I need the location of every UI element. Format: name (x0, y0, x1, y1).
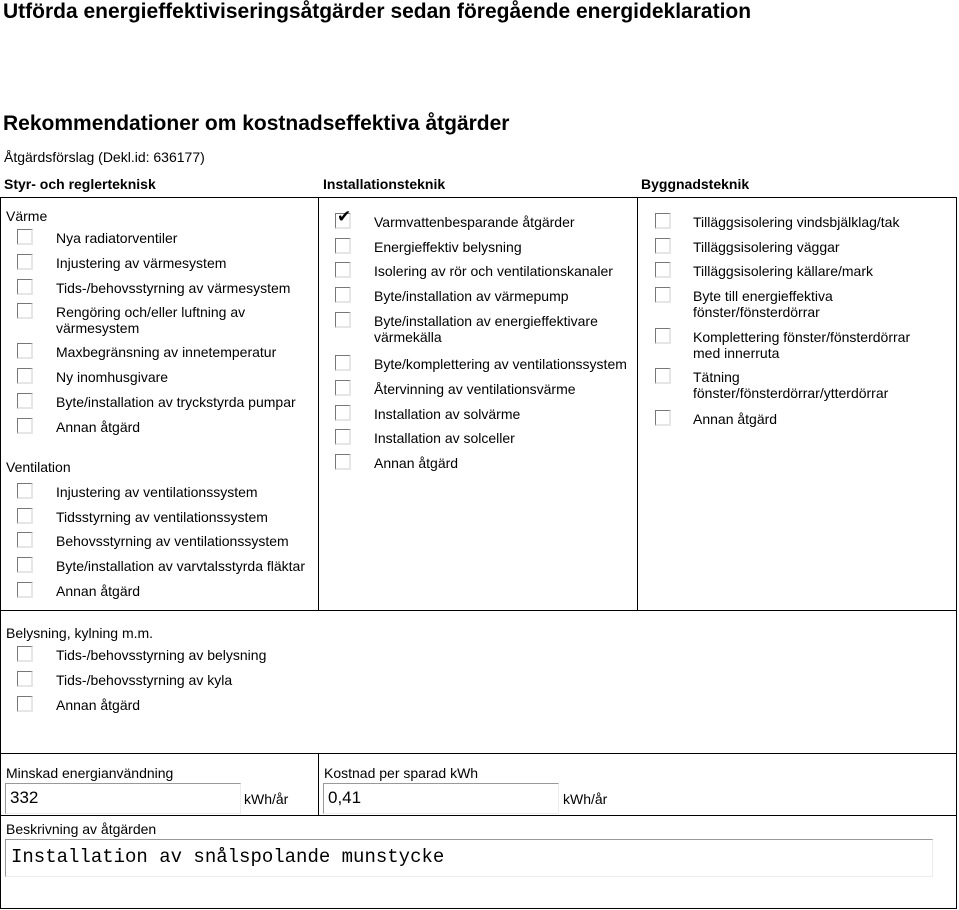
proposal-id: Åtgärdsförslag (Dekl.id: 636177) (4, 149, 205, 165)
checkbox-label: Tids-/behovsstyrning av belysning (56, 647, 267, 663)
column-header-installation: Installationsteknik (323, 176, 446, 192)
checkbox[interactable] (17, 418, 33, 434)
checkbox[interactable] (655, 410, 671, 426)
description-value: Installation av snålspolande munstycke (11, 846, 445, 868)
checkbox[interactable] (335, 429, 351, 445)
checkbox-label: Byte/installation av värmepump (374, 288, 569, 304)
checkbox[interactable] (17, 343, 33, 359)
column-header-control: Styr- och reglerteknisk (4, 176, 156, 192)
checkbox-label: Tätning fönster/fönsterdörrar/ytterdörrar (693, 369, 889, 401)
checkbox-label: Tids-/behovsstyrning av kyla (56, 672, 233, 688)
energy-reduction-value: 332 (10, 788, 39, 807)
checkbox-label: Rengöring och/eller luftning av värmesystem (56, 304, 246, 336)
checkbox[interactable] (335, 312, 351, 328)
checkbox-label: Injustering av ventilationssystem (56, 484, 258, 500)
checkbox[interactable] (17, 254, 33, 270)
description-field[interactable] (5, 839, 933, 877)
group-title-lighting: Belysning, kylning m.m. (6, 625, 154, 641)
checkbox-label: Byte till energieffektiva fönster/fönsterdörrar (693, 288, 833, 320)
checkbox-label: Tids-/behovsstyrning av värmesystem (56, 280, 291, 296)
checkbox[interactable] (17, 303, 33, 319)
checkbox-label: Annan åtgärd (56, 419, 141, 435)
checkbox-label: Installation av solceller (374, 430, 515, 446)
checkbox-label: Komplettering fönster/fönsterdörrar med innerruta (693, 329, 911, 361)
cost-per-kwh-unit: kWh/år (563, 791, 608, 807)
checkbox[interactable] (17, 557, 33, 573)
energy-reduction-field[interactable] (5, 783, 241, 814)
checkbox[interactable] (335, 207, 352, 229)
description-label: Beskrivning av åtgärden (6, 821, 157, 837)
document-title: Utförda energieffektiviseringsåtgärder sedan föregående energideklaration (3, 0, 752, 23)
checkbox-label: Behovsstyrning av ventilationssystem (56, 533, 289, 549)
checkbox[interactable] (335, 380, 351, 396)
group-title-heating: Värme (6, 208, 48, 224)
cost-per-kwh-value: 0,41 (328, 788, 362, 807)
measures-grid (0, 197, 957, 611)
column-divider (318, 198, 319, 610)
checkbox[interactable] (335, 405, 351, 421)
divider (1, 753, 956, 754)
checkbox-label: Tidsstyrning av ventilationssystem (56, 509, 268, 525)
checkbox-label: Byte/installation av varvtalsstyrda fläktar (56, 558, 305, 574)
checkbox[interactable] (17, 483, 33, 499)
checkbox-label: Byte/installation av energieffektivare värmekälla (374, 313, 598, 345)
checkbox-label: Tilläggsisolering vindsbjälklag/tak (693, 214, 900, 230)
checkbox-label: Varmvattenbesparande åtgärder (374, 214, 575, 230)
energy-reduction-label: Minskad energianvändning (6, 765, 174, 781)
checkbox[interactable] (17, 393, 33, 409)
checkbox-label: Maxbegränsning av innetemperatur (56, 344, 277, 360)
checkbox-label: Annan åtgärd (56, 583, 141, 599)
summary-section (0, 611, 957, 909)
column-header-building: Byggnadsteknik (641, 176, 750, 192)
checkbox[interactable] (17, 671, 33, 687)
checkbox-label: Annan åtgärd (374, 455, 459, 471)
checkbox[interactable] (17, 532, 33, 548)
checkbox-label: Byte/komplettering av ventilationssystem (374, 356, 627, 372)
group-title-ventilation: Ventilation (6, 459, 71, 475)
checkbox[interactable] (655, 368, 671, 384)
checkbox[interactable] (655, 328, 671, 344)
checkmark-icon: ✔ (337, 207, 352, 227)
checkbox[interactable] (655, 262, 671, 278)
checkbox[interactable] (17, 696, 33, 712)
checkbox[interactable] (335, 238, 351, 254)
checkbox-label: Byte/installation av tryckstyrda pumpar (56, 394, 296, 410)
checkbox-label: Isolering av rör och ventilationskanaler (374, 263, 613, 279)
checkbox-label: Installation av solvärme (374, 406, 521, 422)
column-divider (637, 198, 638, 610)
checkbox-label: Återvinning av ventilationsvärme (374, 381, 576, 397)
energy-reduction-unit: kWh/år (244, 791, 289, 807)
checkbox[interactable] (17, 646, 33, 662)
checkbox[interactable] (17, 508, 33, 524)
checkbox[interactable] (335, 262, 351, 278)
checkbox-label: Annan åtgärd (693, 411, 778, 427)
section-heading: Rekommendationer om kostnadseffektiva åtgärder (3, 112, 510, 135)
checkbox-label: Annan åtgärd (56, 697, 141, 713)
checkbox-label: Energieffektiv belysning (374, 239, 522, 255)
checkbox[interactable] (17, 279, 33, 295)
checkbox-label: Tilläggsisolering väggar (693, 239, 840, 255)
checkbox[interactable] (335, 454, 351, 470)
checkbox[interactable] (335, 355, 351, 371)
checkbox[interactable] (17, 368, 33, 384)
checkbox-label: Tilläggsisolering källare/mark (693, 263, 873, 279)
checkbox[interactable] (655, 238, 671, 254)
cost-per-kwh-field[interactable] (323, 783, 559, 814)
column-divider (318, 753, 319, 815)
checkbox[interactable] (17, 582, 33, 598)
checkbox-label: Injustering av värmesystem (56, 255, 227, 271)
cost-per-kwh-label: Kostnad per sparad kWh (324, 765, 479, 781)
checkbox[interactable] (17, 229, 33, 245)
checkbox[interactable] (655, 213, 671, 229)
checkbox-label: Nya radiatorventiler (56, 230, 178, 246)
checkbox[interactable] (655, 287, 671, 303)
divider (1, 815, 956, 816)
checkbox[interactable] (335, 287, 351, 303)
checkbox-label: Ny inomhusgivare (56, 369, 169, 385)
